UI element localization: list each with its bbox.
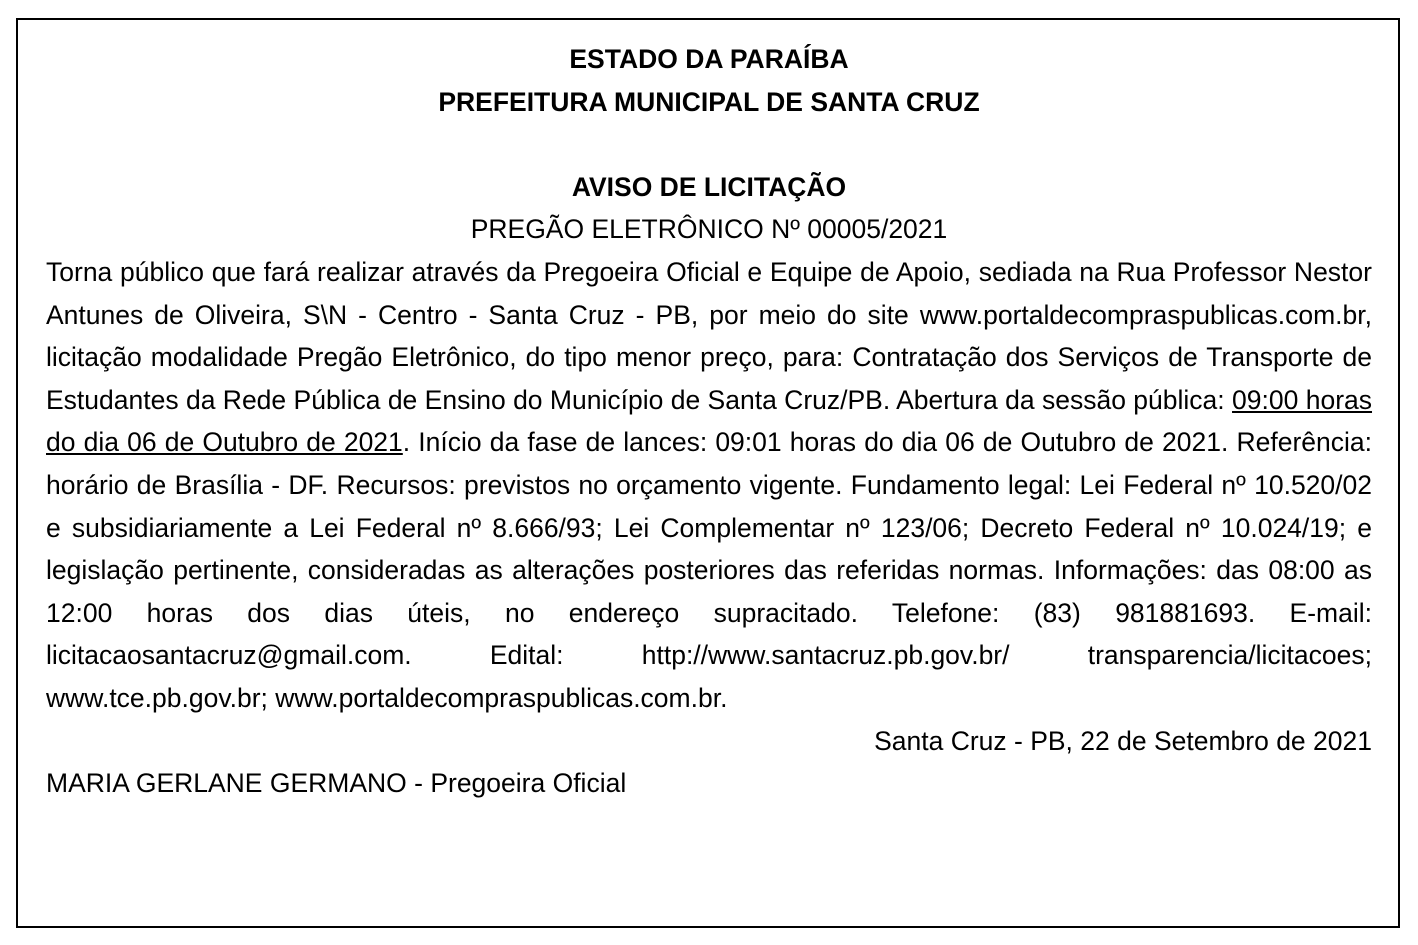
spacer (46, 123, 1372, 166)
notice-content (46, 38, 1372, 805)
notice-body (46, 251, 1372, 720)
notice-title: AVISO DE LICITAÇÃO (571, 171, 847, 202)
opening-time: 09:00 horas do dia 06 de Outubro de 2021 (46, 384, 1373, 458)
place-date: Santa Cruz - PB, 22 de Setembro de 2021 (874, 725, 1372, 756)
notice-subtitle: PREGÃO ELETRÔNICO Nº 00005/2021 (470, 214, 948, 245)
state-heading: ESTADO DA PARAÍBA (569, 44, 849, 74)
signature: MARIA GERLANE GERMANO - Pregoeira Oficial (46, 768, 627, 799)
municipality-heading: PREFEITURA MUNICIPAL DE SANTA CRUZ (438, 86, 980, 117)
body-text-part1: Torna público que fará realizar através da Pregoeira Oficial e Equipe de Apoio, sediada na Rua Professor Nestor Antunes de Oliveira, S\N - Centro - Santa Cruz - PB, por meio do site www.portaldecompraspublicas.com.br, licitação modalidade Pregão Eletrônico, do tipo menor preço, para: Contratação dos Serviços de Transporte de Estudantes da Rede Pública de Ensino do Município de Santa Cruz/PB. Abertura da sessão pública: (46, 256, 1372, 415)
body-text-part2: . Início da fase de lances: 09:01 horas do dia 06 de Outubro de 2021. Referência: horário de Brasília - DF. Recursos: previstos no orçamento vigente. Fundamento legal: Lei Federal nº 10.520/02 e subsidiariamente a Lei Federal nº 8.666/93; Lei Complementar nº 123/06; Decreto Federal nº 10.024/19; e legislação pertinente, consideradas as alterações posteriores das referidas normas. Informações: das 08:00 as 12:00 horas dos dias úteis, no endereço supracitado. Telefone: (83) 981881693. E-mail: licitacaosantacruz@gmail.com. Edital: http://www.santacruz.pb.gov.br/ transparencia/licitacoes; www.tce.pb.gov.br; www.portaldecompraspublicas.com.br. (46, 427, 1372, 713)
